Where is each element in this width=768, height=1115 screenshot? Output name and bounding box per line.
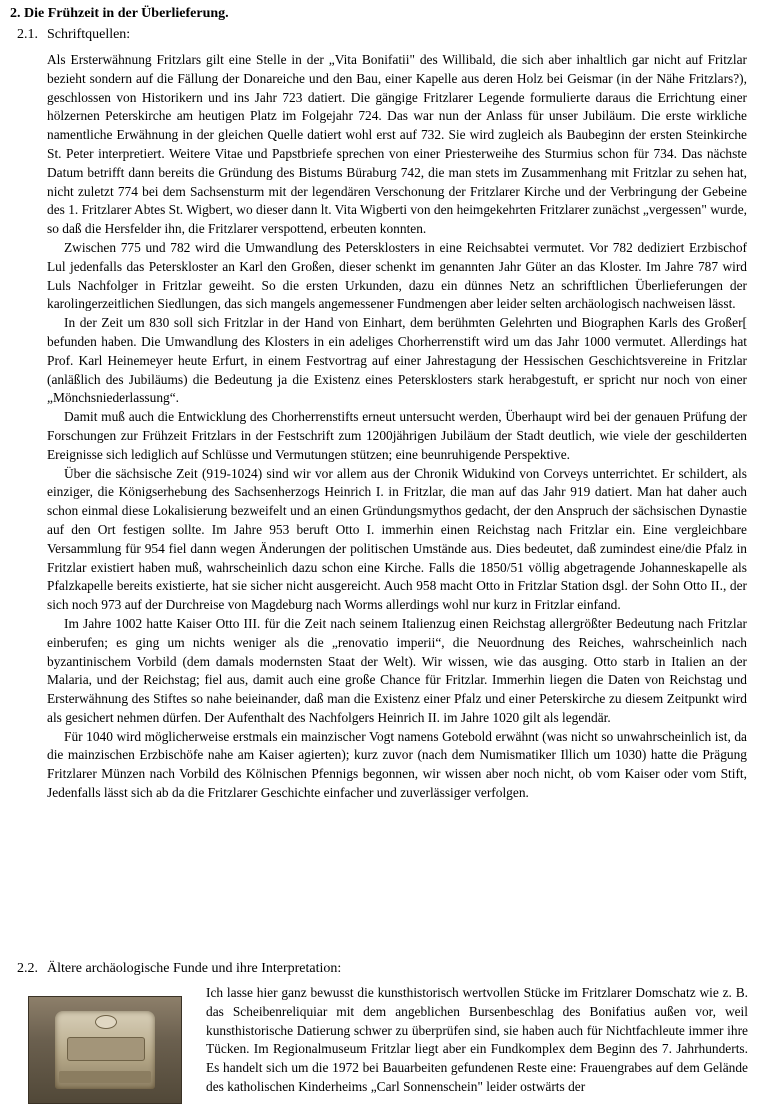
- reliquary-base: [59, 1071, 151, 1083]
- section-number: 2.1.: [17, 27, 38, 42]
- section-title: Ältere archäologische Funde und ihre Interpretation:: [47, 961, 342, 976]
- paragraph: In der Zeit um 830 soll sich Fritzlar in der Hand von Einhart, dem berühmten Gelehrten und Biographen Karls des Großer[ befunden haben. Die Umwandlung des Klosters in ein adeliges Chorherrenstift wird um das Jahr 1000 vermutet. Allerdings hat Prof. Karl Heinemeyer heute Erfurt, in einem Festvortrag auf einer Jahrestagung der Hessischen Geschichtsvereine in Fritzlar (anläßlich des Jubiläums) die Bedeutung ja die Existenz eines Petersklosters stark herabgestuft, er spricht nur noch von einer „Mönchsniederlassung“.: [47, 315, 747, 406]
- paragraph: Im Jahre 1002 hatte Kaiser Otto III. für die Zeit nach seinem Italienzug einen Reichstag allergrößter Bedeutung nach Fritzlar einberufen; es ging um nichts weniger als die „renovatio imperii“, die Neuordnung des Reiches, wahrscheinlich nach byzantinischem Vorbild (dem damals modernsten Staat der Welt). Wir wissen, wie das ausging. Otto starb in Italien an der Malaria, und der Reichstag; fiel aus, damit auch eine große Chance für Fritzlar. Immerhin liegen die Daten von Reichstag und Ersterwähnung des Stiftes so nahe beieinander, daß man die Existenz einer Pfalz und einer Peterskirche zu diesem Zeitpunkt wird als gesichert nehmen dürfen. Der Aufenthalt des Nachfolgers Heinrich II. im Jahre 1020 gilt als legendär.: [47, 615, 747, 725]
- reliquary-knob: [95, 1015, 117, 1029]
- paragraph: Über die sächsische Zeit (919-1024) sind wir vor allem aus der Chronik Widukind von Corveys unterrichtet. Er schildert, als einziger, die Königserhebung des Sachsenherzogs Heinrich I. in Fritzlar, die man auf das Jahr 919 datiert. Man hat daher auch schon einmal diese Lokalisierung bezweifelt und an einen Gründungsmythos gedacht, der den Anspruch der sächsischen Dynastie auf den Ort festigen sollte. Im Jahre 953 beruft Otto I. immerhin einen Reichstag nach Fritzlar ein. Eine vergleichbare Versammlung für 954 fiel dann wegen Änderungen der politischen Umstände aus. Dies bedeutet, daß zumindest eine/die Pfalz in Fritzlar existiert haben muß, wahrscheinlich dazu schon eine Kirche. Falls die 1850/51 völlig abgetragende Johanneskapelle als Pfalzkapelle bereits existierte, hat sie sicher nicht ausgereicht. Auch 958 macht Otto in Fritzlar Station dsgl. der Sohn Otto II., der sich noch 973 auf der Durchreise von Magdeburg nach Worms allerdings wohl nur kurz in Fritzlar einfand.: [47, 465, 747, 613]
- section-number: 2.2.: [17, 961, 38, 976]
- section-title: Schriftquellen:: [47, 27, 131, 42]
- section-2-1-body: [47, 51, 747, 803]
- reliquary-band: [67, 1037, 145, 1061]
- section-2-2-body: [28, 984, 748, 1115]
- chapter-heading: 2. Die Frühzeit in der Überlieferung.: [10, 6, 229, 21]
- paragraph: Für 1040 wird möglicherweise erstmals ein mainzischer Vogt namens Gotebold erwähnt (was nicht so unwahrscheinlich ist, da die mainzischen Erzbischöfe nahe am Kaiser agierten); kurz zuvor (nach dem Numismatiker Illich um 1030) hatte die Prägung Fritzlarer Münzen nach Vorbild des Kölnischen Pfennigs begonnen, wir wissen aber noch nicht, ob vom Kaiser oder vom Stift, Jedenfalls lässt sich ab da die Fritzlarer Geschichte einfacher und zuverlässiger verfolgen.: [47, 728, 747, 801]
- reliquary-photo: [28, 996, 182, 1104]
- paragraph: Zwischen 775 und 782 wird die Umwandlung des Petersklosters in eine Reichsabtei vermutet. Vor 782 dediziert Erzbischof Lul jedenfalls das Peterskloster an Karl den Großen, dieser schenkt im genannten Jahr Güter an das Kloster. Im Jahre 787 wird Luls Nachfolger in Fritzlar geweiht. So die ersten Urkunden, dazu ein dünnes Netz an schriftlichen Überlieferungen der karolingerzeitlichen Siedlungen, das sich mangels angemessener Fundmengen aber leider selten archäologisch nachweisen lässt.: [47, 239, 747, 312]
- section-2-1-heading: [17, 26, 130, 44]
- section-2-2-heading: [17, 960, 341, 978]
- reliquary-shape: [55, 1011, 155, 1089]
- paragraph: Ich lasse hier ganz bewusst die kunsthistorisch wertvollen Stücke im Fritzlarer Domschatz wie z. B. das Scheibenreliquiar mit dem angeblichen Bursenbeschlag des Bonifatius außen vor, weil kunsthistorische Datierung schwer zu überprüfen sind, sie haben auch für Nichtfachleute immer ihre Tücken. Im Regionalmuseum Fritzlar liegt aber ein Fundkomplex dem Beginn des 7. Jahrhunderts. Es handelt sich um die 1972 bei Bauarbeiten gefundenen Reste eine: Frauengrabes auf dem Gelände des katholischen Kinderheims „Carl Sonnenschein" leider ostwärts der: [206, 985, 748, 1094]
- paragraph: Als Ersterwähnung Fritzlars gilt eine Stelle in der „Vita Bonifatii" des Willibald, die sich aber inhaltlich gar nicht auf Fritzlar bezieht sondern auf die Fällung der Donareiche und den Bau, einer Kapelle aus deren Holz bei Geismar (in der Nähe Fritzlars?), geschlossen von Historikern und ins Jahr 723 datiert. Die gängige Fritzlarer Legende formulierte daraus die Errichtung einer hölzernen Peterskirche am heutigen Platz im Folgejahr 724. Das war nun der Anlass für unser Jubiläum. Die erste wirkliche namentliche Erwähnung in der gleichen Quelle datiert wohl erst auf 732. Sie wird zugleich als Baubeginn der ersten Steinkirche St. Peter interpretiert. Weitere Vitae und Papstbriefe sprechen von einer Priesterweihe des Sturmius schon für 734. Das nächste Datum betrifft dann bereits die Gründung des Bistums Büraburg 742, die man stets im Zusammenhang mit Fritzlar zu sehen hat, nicht zuletzt 774 bei dem Sachsensturm mit der legendären Verschonung der Fritzlarer Kirche und der Verbringung der Gebeine des 1. Fritzlarer Abtes St. Wigbert, wo dieser dann lt. Vita Wigberti von den heimgekehrten Fritzlarer zunächst „vergessen" wurde, so daß die Hersfelder ihn, die Fritzlarer verspottend, erbeuten konnten.: [47, 52, 747, 237]
- paragraph: Damit muß auch die Entwicklung des Chorherrenstifts erneut untersucht werden, Überhaupt wird bei der genauen Prüfung der Forschungen zur Frühzeit Fritzlars in der Festschrift zum 1200jährigen Jubiläum der Stadt deutlich, wie viele der geschilderten Ereignisse sich lediglich auf Schlüsse und Vermutungen stützen; eine beunruhigende Perspektive.: [47, 409, 747, 462]
